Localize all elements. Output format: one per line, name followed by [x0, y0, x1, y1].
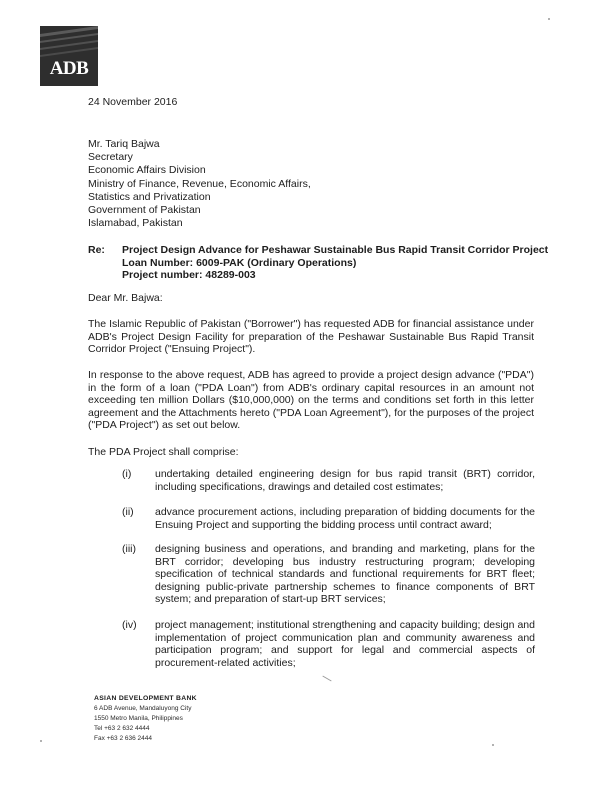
- letterhead-footer: [94, 694, 197, 744]
- list-item-number: (i): [122, 468, 132, 480]
- footer-address-line: 6 ADB Avenue, Mandaluyong City: [94, 705, 192, 712]
- scan-speck: [548, 18, 550, 20]
- subject-title: Project Design Advance for Peshawar Sustainable Bus Rapid Transit Corridor Project: [122, 244, 549, 256]
- salutation: Dear Mr. Bajwa:: [88, 292, 163, 304]
- scan-speck: [40, 740, 42, 742]
- subject-block: [122, 244, 548, 282]
- list-item-text: designing business and operations, and branding and marketing, plans for the BRT corridor; developing bus industry restructuring program; developing specification of technical standards and functional requirements for BRT fleet; designing public-private partnership schemes to finance components of BRT system; and preparation of start-up BRT services;: [155, 543, 535, 606]
- subject-loan-number: Loan Number: 6009-PAK (Ordinary Operations): [122, 256, 357, 269]
- recipient-name: Mr. Tariq Bajwa: [88, 138, 160, 150]
- scan-speck: [492, 744, 494, 746]
- recipient-city: Islamabad, Pakistan: [88, 217, 183, 230]
- recipient-ministry-cont: Statistics and Privatization: [88, 190, 211, 203]
- body-paragraph: In response to the above request, ADB has agreed to provide a project design advance ("PDA") in the form of a loan ("PDA Loan") from ADB's ordinary capital resources in an amount not exceeding ten million Dollars ($10,000,000) on the terms and conditions set forth in this letter agreement and the Attachments hereto ("PDA Loan Agreement"), for the purposes of the project ("PDA Project") as set out below.: [88, 369, 534, 432]
- scan-speck: [322, 676, 331, 682]
- recipient-title: Secretary: [88, 151, 133, 164]
- subject-project-number: Project number: 48289-003: [122, 269, 256, 282]
- logo-text: ADB: [49, 58, 89, 79]
- list-item-text: project management; institutional strengthening and capacity building; design and implementation of project communication plan and community awareness and participation program; and support for legal and commercial aspects of procurement-related activities;: [155, 619, 535, 669]
- letter-date: 24 November 2016: [88, 96, 178, 108]
- footer-fax: Fax +63 2 636 2444: [94, 735, 153, 742]
- re-label: Re:: [88, 244, 105, 256]
- adb-logo: [40, 26, 98, 86]
- recipient-government: Government of Pakistan: [88, 204, 201, 217]
- footer-address-line: 1550 Metro Manila, Philippines: [94, 715, 183, 722]
- recipient-ministry: Ministry of Finance, Revenue, Economic Affairs,: [88, 177, 311, 190]
- body-paragraph: The PDA Project shall comprise:: [88, 446, 239, 458]
- recipient-address: [88, 138, 311, 230]
- list-item-number: (ii): [122, 506, 134, 518]
- footer-telephone: Tel +63 2 632 4444: [94, 725, 150, 732]
- list-item-number: (iv): [122, 619, 137, 631]
- list-item-text: undertaking detailed engineering design for bus rapid transit (BRT) corridor, including specifications, drawings and detailed cost estimates;: [155, 468, 535, 493]
- footer-org-name: ASIAN DEVELOPMENT BANK: [94, 695, 197, 702]
- list-item-number: (iii): [122, 543, 136, 555]
- body-paragraph: The Islamic Republic of Pakistan ("Borrower") has requested ADB for financial assistance under ADB's Project Design Facility for preparation of the Peshawar Sustainable Bus Rapid Transit Corridor Project ("Ensuing Project").: [88, 318, 534, 356]
- recipient-division: Economic Affairs Division: [88, 164, 206, 177]
- list-item-text: advance procurement actions, including preparation of bidding documents for the Ensuing Project and supporting the bidding process until contract award;: [155, 506, 535, 531]
